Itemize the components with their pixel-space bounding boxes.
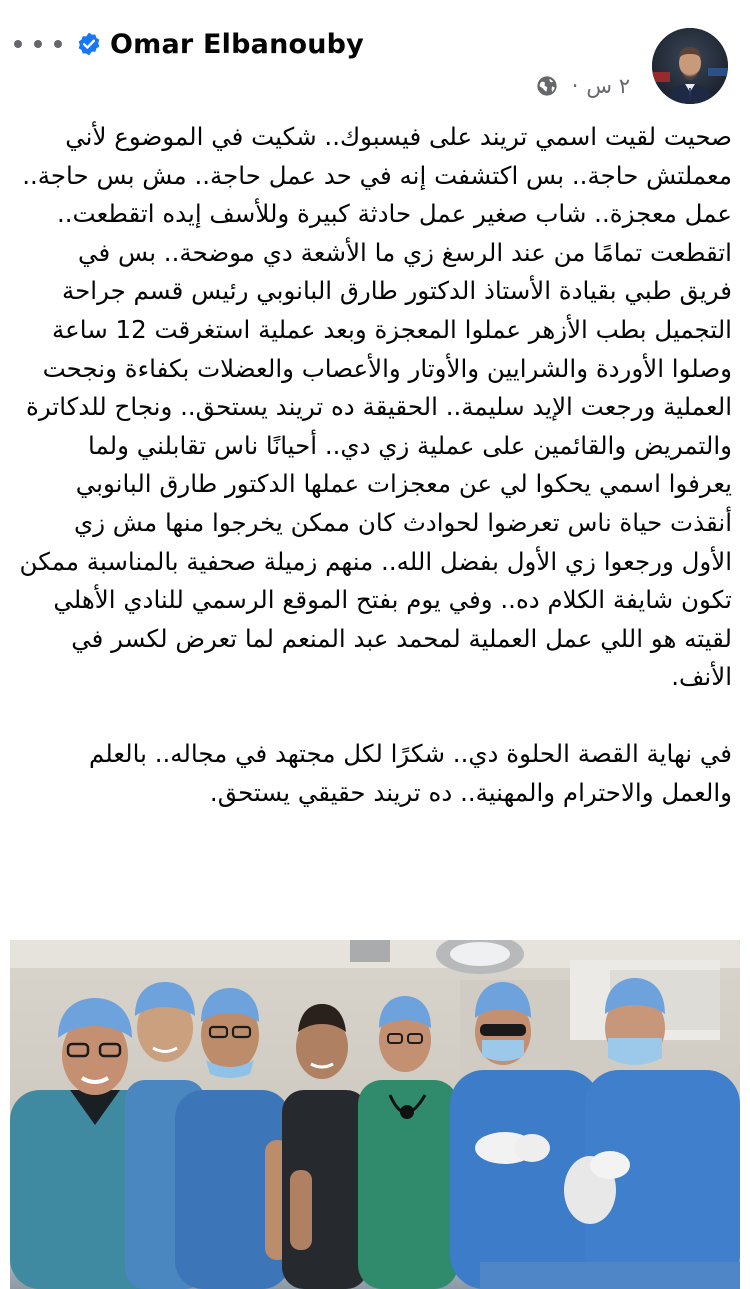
author-name[interactable]: Omar Elbanouby (110, 28, 364, 60)
surgical-team-photo (10, 940, 740, 1289)
post-paragraph: في نهاية القصة الحلوة دي.. شكرًا لكل مجتهد في مجاله.. بالعلم والعمل والاحترام والمهنية.. ده تريند حقيقي يستحق. (88, 738, 732, 807)
more-dots-icon (14, 40, 22, 48)
globe-icon (536, 75, 558, 97)
verified-badge-icon (76, 31, 102, 57)
post-body (18, 118, 732, 812)
avatar-image (652, 28, 728, 104)
post-photo[interactable] (10, 940, 740, 1289)
author-avatar[interactable] (652, 28, 728, 104)
meta-separator: · (571, 74, 579, 98)
post-meta (536, 72, 630, 100)
author-row[interactable] (76, 24, 364, 64)
post-timestamp[interactable]: ٢ س (586, 74, 630, 98)
more-dots-icon (34, 40, 42, 48)
more-dots-icon (54, 40, 62, 48)
post-header (0, 0, 750, 115)
more-options-button[interactable] (14, 26, 62, 62)
post-paragraph: صحيت لقيت اسمي تريند على فيسبوك.. شكيت في الموضوع لأني معملتش حاجة.. بس اكتشفت إنه في حد عمل حاجة.. مش بس حاجة.. عمل معجزة.. شاب صغير عمل حادثة كبيرة وللأسف إيده اتقطعت.. اتقطعت تمامًا من عند الرسغ زي ما الأشعة دي موضحة.. بس في فريق طبي بقيادة الأستاذ الدكتور طارق البانوبي رئيس قسم جراحة التجميل بطب الأزهر عملوا المعجزة وبعد عملية استغرقت 12 ساعة وصلوا الأوردة والشرايين والأوتار والأعصاب والعضلات بكفاءة ونجحت العملية ورجعت الإيد سليمة.. الحقيقة ده تريند يستحق.. ونجاح للدكاترة والتمريض والقائمين على عملية زي دي.. أحيانًا ناس تقابلني ولما يعرفوا اسمي يحكوا لي عن معجزات عملها الدكتور طارق البانوبي أنقذت حياة ناس تعرضوا لحوادث كان ممكن يخرجوا منها مش زي الأول ورجعوا زي الأول بفضل الله.. منهم زميلة صحفية بالمناسبة ممكن تكون شايفة الكلام ده.. وفي يوم بفتح الموقع الرسمي للنادي الأهلي لقيته هو اللي عمل العملية لمحمد عبد المنعم لما تعرض لكسر في الأنف. (19, 122, 732, 692)
